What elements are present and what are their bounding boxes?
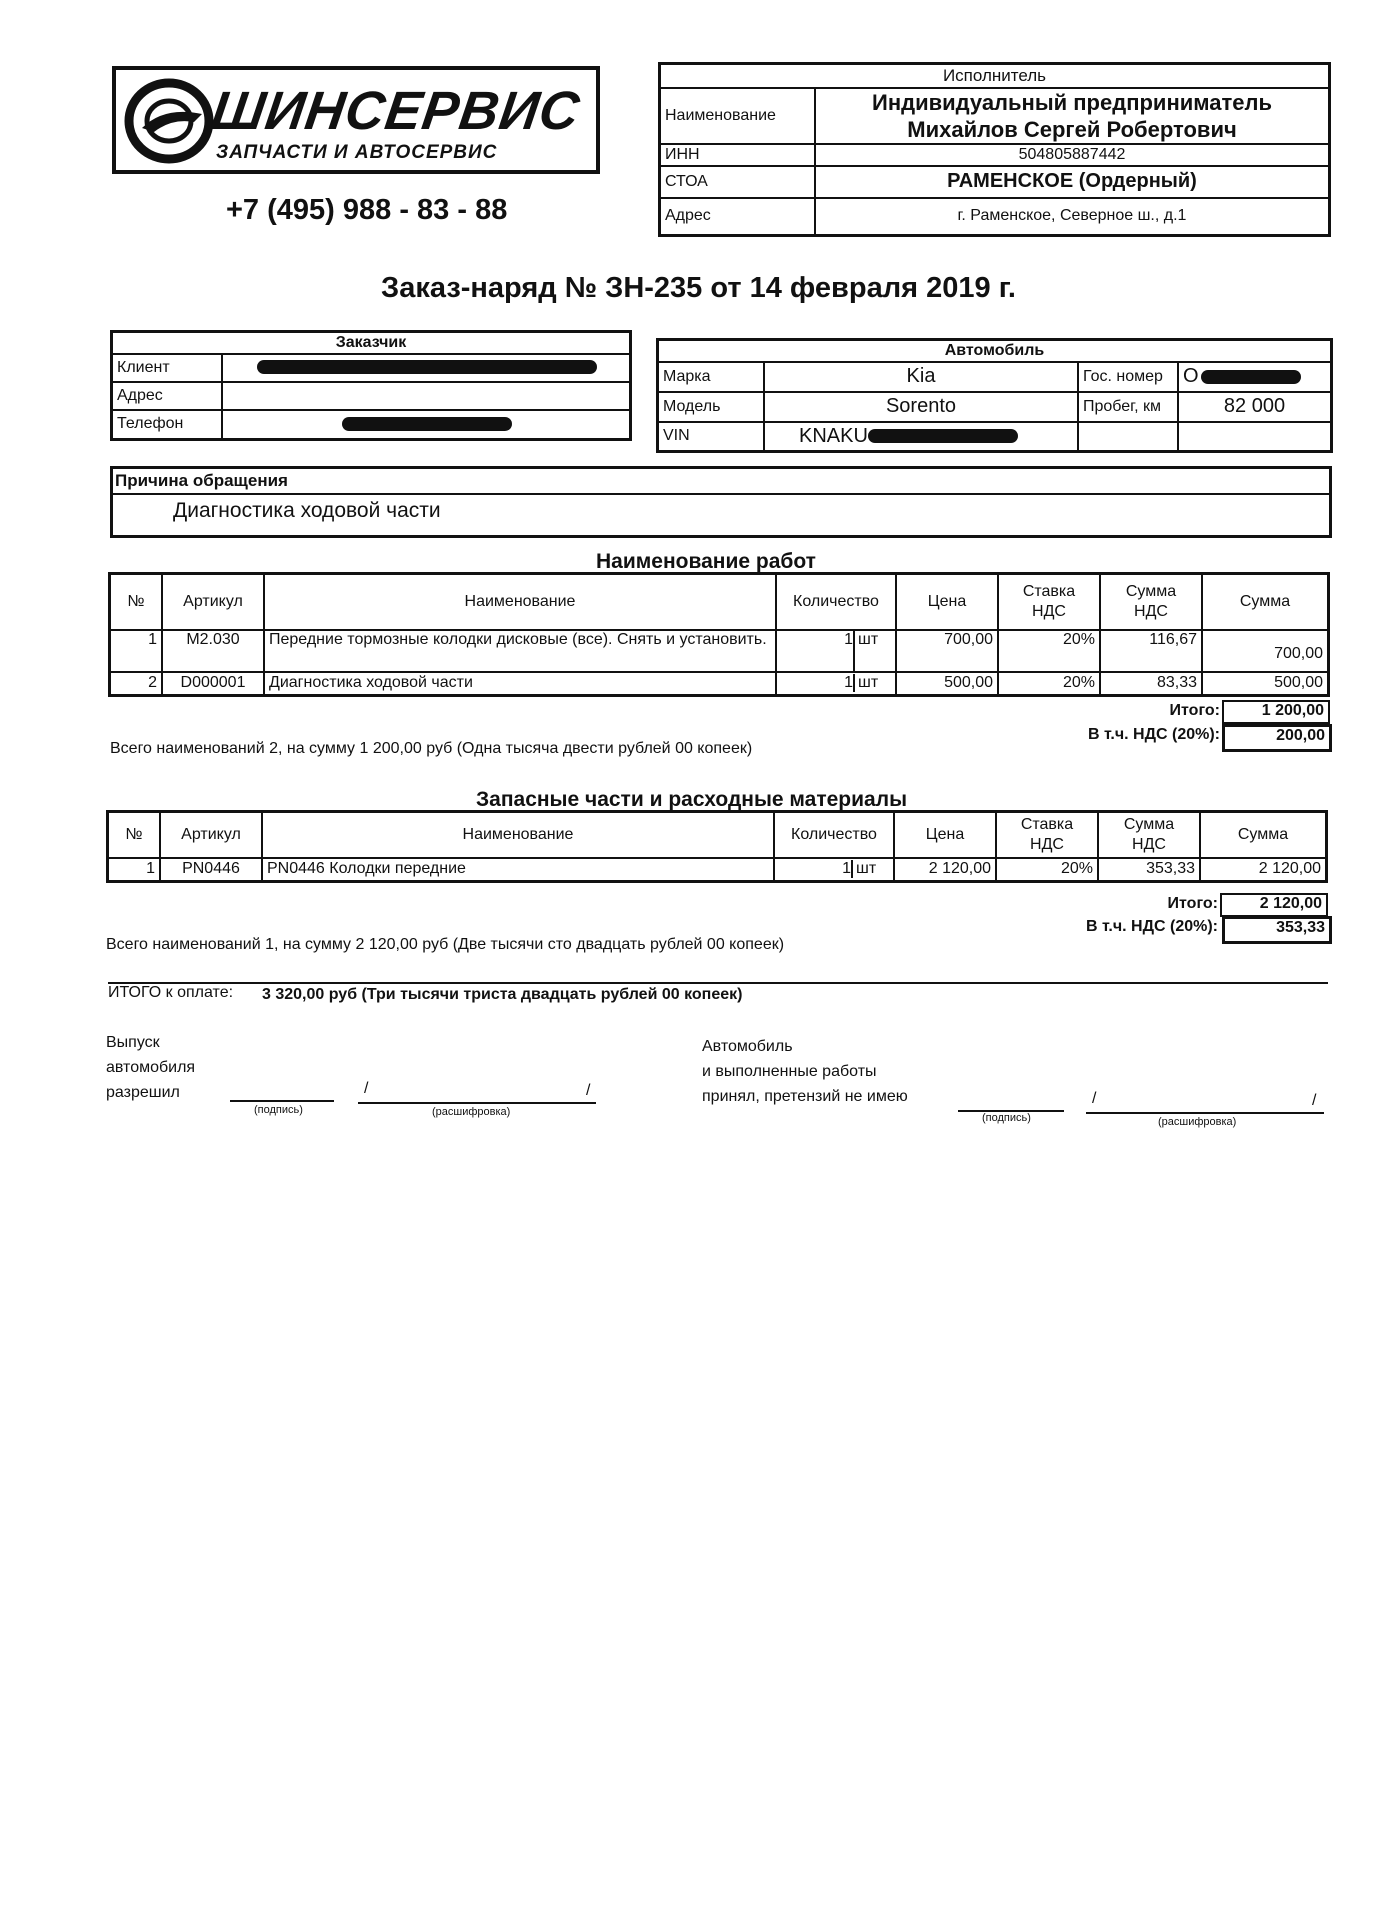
row-qty (776, 630, 896, 672)
row-article: M2.030 (162, 630, 264, 672)
row-price: 500,00 (896, 672, 998, 696)
row-vat: 353,33 (1098, 858, 1200, 882)
redaction-mark (342, 417, 512, 431)
row-sum: 500,00 (1202, 672, 1329, 696)
release-line2: автомобиля (106, 1059, 196, 1076)
reason-divider (113, 493, 1329, 495)
works-table (108, 572, 1330, 697)
col-vat-rate (996, 812, 1098, 858)
row-unit: шт (853, 674, 878, 692)
row-rate: 20% (998, 672, 1100, 696)
grand-total-rule (108, 982, 1328, 984)
executor-name-label: Наименование (660, 88, 816, 144)
col-vat-rate-2: НДС (1030, 835, 1064, 853)
table-row (108, 858, 1327, 882)
row-qty-value: 1 (842, 860, 851, 878)
parts-table (106, 810, 1328, 883)
car-mileage-value: 82 000 (1178, 392, 1332, 422)
executor-name-cell (815, 88, 1330, 144)
executor-name-line2: Михайлов Сергей Робертович (907, 116, 1237, 142)
row-name: PN0446 Колодки передние (262, 858, 774, 882)
customer-address-label: Адрес (112, 382, 223, 410)
table-row (110, 672, 1329, 696)
car-plate-label: Гос. номер (1078, 362, 1178, 392)
row-name: Передние тормозные колодки дисковые (все). Снять и установить. (264, 630, 776, 672)
works-total-value: 1 200,00 (1222, 700, 1330, 724)
car-vin-prefix: KNAKU (799, 424, 868, 447)
accept-line3: принял, претензий не имею (702, 1088, 908, 1105)
col-vat-rate-2: НДС (1032, 602, 1066, 620)
row-num: 1 (110, 630, 163, 672)
executor-table (658, 62, 1331, 237)
release-line1: Выпуск (106, 1034, 160, 1051)
executor-stoa-label: СТОА (660, 166, 816, 198)
works-total-label: Итого: (1169, 702, 1220, 719)
executor-stoa-value: РАМЕНСКОЕ (Ордерный) (815, 166, 1330, 198)
car-table (656, 338, 1333, 453)
col-qty: Количество (776, 574, 896, 630)
reason-value: Диагностика ходовой части (173, 499, 441, 522)
col-vat-rate-1: Ставка (1022, 582, 1076, 600)
accept-slash-left: / (1092, 1090, 1097, 1107)
row-name: Диагностика ходовой части (264, 672, 776, 696)
executor-address-label: Адрес (660, 198, 816, 236)
row-vat: 116,67 (1100, 630, 1202, 672)
logo-tagline: ЗАПЧАСТИ И АВТОСЕРВИС (216, 142, 498, 163)
col-article: Артикул (162, 574, 264, 630)
col-vat-sum-1: Сумма (1123, 815, 1175, 833)
col-name: Наименование (264, 574, 776, 630)
parts-summary: Всего наименований 1, на сумму 2 120,00 руб (Две тысячи сто двадцать рублей 00 копеек) (106, 936, 785, 953)
col-sum: Сумма (1202, 574, 1329, 630)
row-qty-value: 1 (844, 674, 853, 692)
release-decode-caption: (расшифровка) (432, 1106, 511, 1118)
redaction-mark (257, 360, 597, 374)
accept-slash-right: / (1312, 1092, 1317, 1109)
col-qty: Количество (774, 812, 894, 858)
parts-vat-value: 353,33 (1222, 916, 1332, 944)
logo-box (112, 66, 600, 174)
customer-table (110, 330, 632, 441)
col-price: Цена (894, 812, 996, 858)
company-phone: +7 (495) 988 - 83 - 88 (226, 194, 508, 226)
parts-title: Запасные части и расходные материалы (476, 788, 908, 811)
row-article: PN0446 (160, 858, 262, 882)
works-vat-value: 200,00 (1222, 724, 1332, 752)
row-price: 700,00 (896, 630, 998, 672)
reason-box (110, 466, 1332, 538)
col-sum: Сумма (1200, 812, 1327, 858)
accept-caption (702, 1034, 908, 1109)
release-caption (106, 1030, 195, 1105)
works-vat-label: В т.ч. НДС (20%): (1087, 726, 1220, 743)
row-num: 2 (110, 672, 163, 696)
parts-vat-label: В т.ч. НДС (20%): (1085, 918, 1218, 935)
redaction-mark (868, 429, 1018, 443)
car-plate-value (1178, 362, 1332, 392)
car-model-value: Sorento (764, 392, 1078, 422)
col-price: Цена (896, 574, 998, 630)
car-brand-value: Kia (764, 362, 1078, 392)
table-row (110, 630, 1329, 672)
release-line3: разрешил (106, 1084, 180, 1101)
customer-address-value (222, 382, 631, 410)
redaction-mark (1201, 370, 1301, 384)
col-vat-sum-2: НДС (1134, 602, 1168, 620)
logo-mark-icon (124, 78, 214, 164)
customer-phone-value (222, 410, 631, 440)
col-vat-rate (998, 574, 1100, 630)
logo-brand: ШИНСЕРВИС (207, 81, 584, 141)
col-num: № (110, 574, 163, 630)
row-sum: 2 120,00 (1200, 858, 1327, 882)
accept-decode-line (1086, 1112, 1324, 1114)
customer-header: Заказчик (112, 332, 631, 354)
col-vat-sum-2: НДС (1132, 835, 1166, 853)
parts-total-value: 2 120,00 (1220, 893, 1328, 917)
executor-inn-value: 504805887442 (815, 144, 1330, 166)
row-price: 2 120,00 (894, 858, 996, 882)
executor-name-line1: Индивидуальный предприниматель (872, 89, 1272, 115)
car-vin-value (764, 422, 1078, 452)
row-rate: 20% (998, 630, 1100, 672)
car-brand-label: Марка (658, 362, 765, 392)
works-summary: Всего наименований 2, на сумму 1 200,00 руб (Одна тысяча двести рублей 00 копеек) (110, 740, 753, 757)
row-unit: шт (853, 631, 878, 671)
col-vat-rate-1: Ставка (1020, 815, 1074, 833)
col-vat-sum (1100, 574, 1202, 630)
car-empty-cell (1078, 422, 1178, 452)
grand-total-value: 3 320,00 руб (Три тысячи триста двадцать рублей 00 копеек) (262, 986, 743, 1003)
row-sum: 700,00 (1202, 630, 1329, 672)
document-title: Заказ-наряд № ЗН-235 от 14 февраля 2019 г. (381, 272, 1016, 304)
col-num: № (108, 812, 161, 858)
customer-client-value (222, 354, 631, 382)
release-sign-caption: (подпись) (254, 1104, 303, 1116)
row-qty-value: 1 (844, 630, 853, 648)
accept-decode-caption: (расшифровка) (1158, 1116, 1237, 1128)
customer-phone-label: Телефон (112, 410, 223, 440)
works-title: Наименование работ (596, 550, 816, 573)
row-vat: 83,33 (1100, 672, 1202, 696)
col-name: Наименование (262, 812, 774, 858)
car-model-label: Модель (658, 392, 765, 422)
accept-line1: Автомобиль (702, 1038, 793, 1055)
row-article: D000001 (162, 672, 264, 696)
row-qty (776, 672, 896, 696)
car-mileage-label: Пробег, км (1078, 392, 1178, 422)
release-signature-line (230, 1100, 334, 1102)
release-decode-line (358, 1102, 596, 1104)
release-slash-left: / (364, 1080, 369, 1097)
row-rate: 20% (996, 858, 1098, 882)
accept-sign-caption: (подпись) (982, 1112, 1031, 1124)
row-qty (774, 858, 894, 882)
customer-client-label: Клиент (112, 354, 223, 382)
col-vat-sum-1: Сумма (1125, 582, 1177, 600)
release-slash-right: / (586, 1082, 591, 1099)
col-vat-sum (1098, 812, 1200, 858)
accept-line2: и выполненные работы (702, 1063, 877, 1080)
executor-address-value: г. Раменское, Северное ш., д.1 (815, 198, 1330, 236)
car-vin-label: VIN (658, 422, 765, 452)
car-plate-prefix: О (1183, 365, 1199, 387)
executor-header: Исполнитель (660, 64, 1330, 88)
grand-total-label: ИТОГО к оплате: (108, 984, 234, 1001)
col-article: Артикул (160, 812, 262, 858)
row-unit: шт (851, 860, 876, 878)
parts-total-label: Итого: (1167, 895, 1218, 912)
executor-inn-label: ИНН (660, 144, 816, 166)
car-empty-cell (1178, 422, 1332, 452)
reason-label: Причина обращения (115, 471, 288, 490)
row-num: 1 (108, 858, 161, 882)
car-header: Автомобиль (658, 340, 1332, 362)
